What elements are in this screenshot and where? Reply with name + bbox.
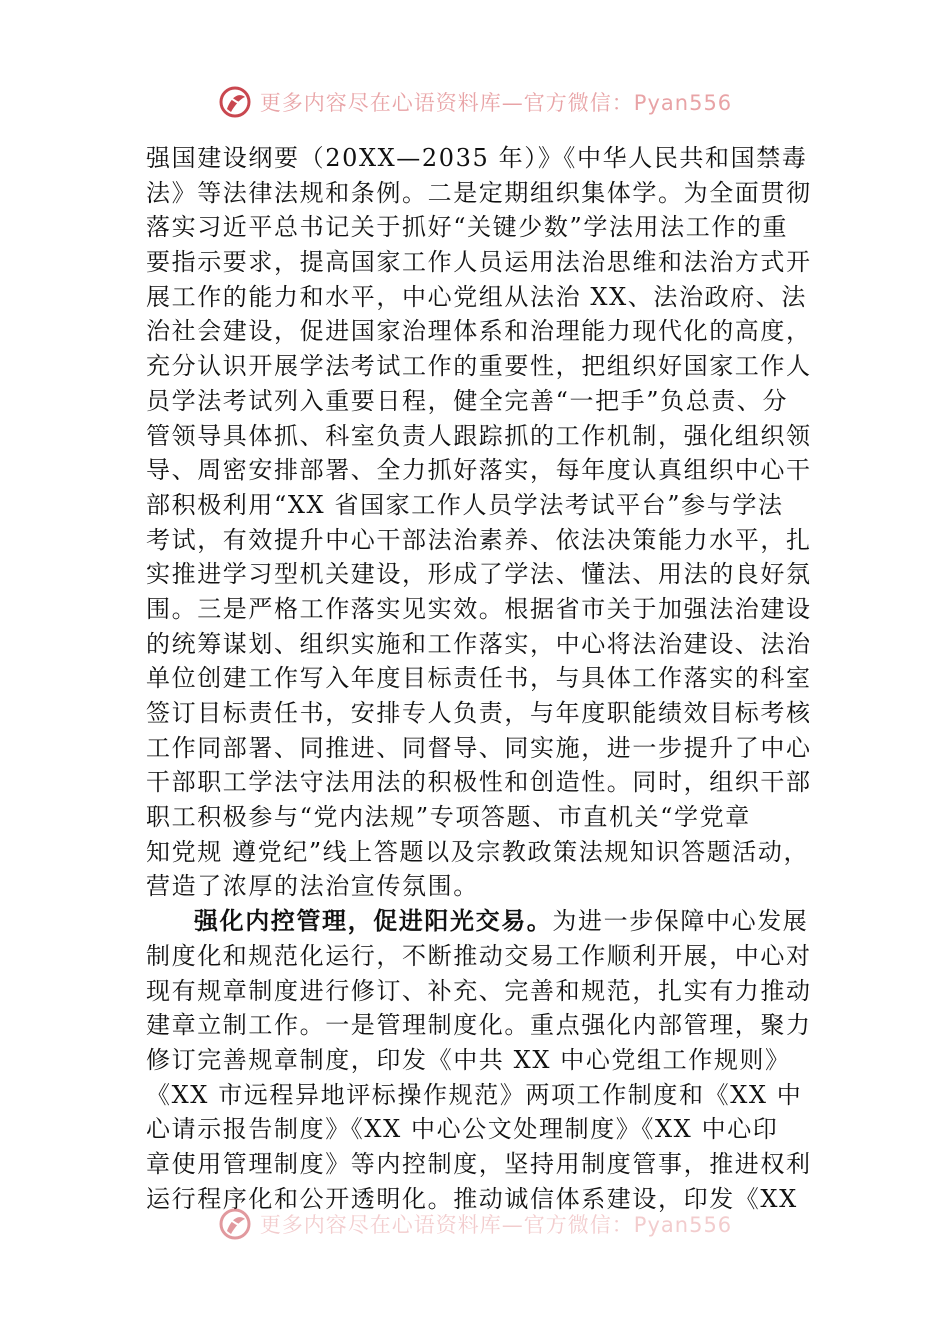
section-line: 修订完善规章制度，印发《中共 XX 中心党组工作规则》 (146, 1045, 791, 1074)
ribbon-logo-icon (218, 1207, 252, 1241)
body-line: 充分认识开展学法考试工作的重要性，把组织好国家工作人 (146, 352, 812, 381)
body-line: 工作同部署、同推进、同督导、同实施，进一步提升了中心 (146, 733, 812, 762)
body-line: 干部职工学法守法用法的积极性和创造性。同时，组织干部 (146, 768, 812, 797)
section-line: 章使用管理制度》等内控制度，坚持用制度管事，推进权利 (146, 1149, 812, 1178)
body-line: 营造了浓厚的法治宣传氛围。 (146, 872, 479, 901)
section-line: 运行程序化和公开透明化。推动诚信体系建设，印发《XX (146, 1184, 798, 1213)
body-line: 落实习近平总书记关于抓好“关键少数”学法用法工作的重 (146, 213, 789, 242)
body-line: 强国建设纲要（20XX—2035 年）》《中华人民共和国禁毒 (146, 144, 808, 172)
body-line: 的统筹谋划、组织实施和工作落实，中心将法治建设、法治 (146, 629, 812, 658)
section-line: 建章立制工作。一是管理制度化。重点强化内部管理，聚力 (146, 1011, 812, 1040)
section-heading-rest: 为进一步保障中心发展 (552, 907, 809, 936)
body-line: 考试，有效提升中心干部法治素养、依法决策能力水平，扎 (146, 525, 812, 554)
body-line: 管领导具体抓、科室负责人跟踪抓的工作机制，强化组织领 (146, 421, 812, 450)
body-line: 签订目标责任书，安排专人负责，与年度职能绩效目标考核 (146, 699, 812, 727)
section-line: 制度化和规范化运行，不断推动交易工作顺利开展，中心对 (146, 941, 812, 970)
watermark-footer (0, 1204, 950, 1244)
section-heading: 强化内控管理，促进阳光交易。 (194, 906, 553, 936)
body-line: 部积极利用“XX 省国家工作人员学法考试平台”参与学法 (146, 490, 784, 519)
body-line: 要指示要求，提高国家工作人员运用法治思维和法治方式开 (146, 248, 812, 277)
body-line: 导、周密安排部署、全力抓好落实，每年度认真组织中心干 (146, 456, 812, 485)
body-line: 治社会建设，促进国家治理体系和治理能力现代化的高度， (146, 317, 812, 346)
body-line: 单位创建工作写入年度目标责任书，与具体工作落实的科室 (146, 664, 812, 693)
document-body (146, 141, 812, 1216)
body-line: 实推进学习型机关建设，形成了学法、懂法、用法的良好氛 (146, 560, 812, 589)
section-line: 心请示报告制度》《XX 中心公文处理制度》《XX 中心印 (146, 1115, 779, 1144)
section-line: 现有规章制度进行修订、补充、完善和规范，扎实有力推动 (146, 976, 812, 1005)
body-line: 围。三是严格工作落实见实效。根据省市关于加强法治建设 (146, 594, 812, 623)
body-line: 职工积极参与“党内法规”专项答题、市直机关“学党章 (146, 803, 751, 832)
watermark-text: 更多内容尽在心语资料库—官方微信：Pyan556 (259, 91, 733, 115)
body-line: 知党规 遵党纪”线上答题以及宗教政策法规知识答题活动， (146, 837, 810, 866)
section-line: 《XX 市远程异地评标操作规范》两项工作制度和《XX 中 (146, 1080, 803, 1109)
section-first-line (146, 904, 808, 939)
ribbon-logo-icon (218, 85, 252, 119)
watermark-text: 更多内容尽在心语资料库—官方微信：Pyan556 (259, 1213, 733, 1237)
watermark-header (0, 82, 950, 122)
body-line: 展工作的能力和水平，中心党组从法治 XX、法治政府、法 (146, 282, 807, 311)
body-line: 法》等法律法规和条例。二是定期组织集体学。为全面贯彻 (146, 178, 812, 207)
body-line: 员学法考试列入重要日程，健全完善“一把手”负总责、分 (146, 386, 789, 415)
